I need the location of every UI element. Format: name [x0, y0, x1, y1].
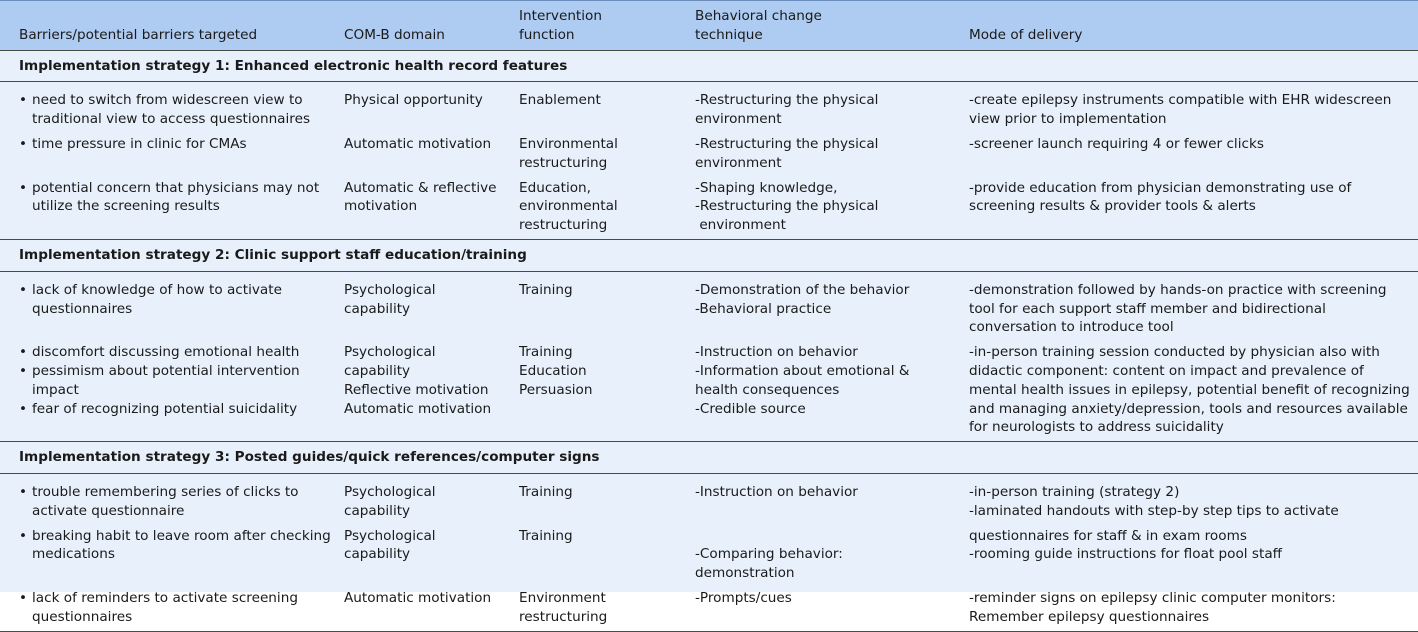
technique-cell	[694, 586, 968, 631]
comb-domain-cell	[343, 340, 518, 441]
barriers-cell	[0, 132, 343, 176]
delivery-line: questionnaires for staff & in exam rooms	[969, 527, 1247, 544]
delivery-line: and managing anxiety/depression, tools and resources available	[969, 400, 1408, 417]
barrier-item	[19, 527, 335, 565]
delivery-line: didactic component: content on impact and prevalence of	[969, 362, 1364, 379]
barrier-item	[19, 589, 335, 627]
strategy-title: Implementation strategy 3: Posted guides/quick references/computer signs	[0, 442, 1418, 474]
technique-line: health consequences	[695, 381, 840, 398]
technique-line: -Information about emotional &	[695, 362, 910, 379]
strategy-heading-row	[0, 50, 1418, 82]
delivery-cell	[968, 176, 1418, 240]
header-barriers: Barriers/potential barriers targeted	[0, 1, 343, 50]
barriers-cell	[0, 176, 343, 240]
technique-line: -Restructuring the physical	[695, 135, 879, 152]
barrier-item	[19, 400, 335, 419]
comb-line: Reflective motivation	[344, 381, 489, 398]
technique-line	[695, 527, 960, 546]
function-line: restructuring	[519, 154, 608, 171]
barrier-line: questionnaires	[32, 300, 133, 317]
header-line: Behavioral change	[695, 8, 822, 24]
delivery-line: -in-person training (strategy 2)	[969, 483, 1180, 500]
comb-line: Automatic motivation	[344, 589, 492, 606]
function-line: Persuasion	[519, 381, 593, 398]
barriers-cell	[0, 586, 343, 631]
header-intervention-function	[518, 1, 694, 50]
delivery-line: screening results & provider tools & alerts	[969, 198, 1256, 215]
barrier-line: activate questionnaire	[32, 502, 185, 519]
barrier-item	[19, 91, 335, 129]
strategy-heading-row	[0, 239, 1418, 271]
comb-domain-cell	[343, 271, 518, 340]
delivery-line: view prior to implementation	[969, 111, 1167, 128]
barrier-item	[19, 135, 335, 154]
delivery-line: for neurologists to address suicidality	[969, 419, 1224, 436]
technique-line: -Behavioral practice	[695, 300, 832, 317]
technique-line: -Restructuring the physical	[695, 198, 879, 215]
technique-line: -Credible source	[695, 400, 806, 417]
barrier-item	[19, 281, 335, 319]
comb-domain-cell	[343, 473, 518, 523]
function-line: Training	[519, 344, 573, 361]
delivery-line: Remember epilepsy questionnaires	[969, 608, 1210, 625]
function-line: Enablement	[519, 92, 601, 109]
technique-line: environment	[695, 111, 782, 128]
barrier-item	[19, 179, 335, 217]
barriers-cell	[0, 340, 343, 441]
barrier-line: • potential concern that physicians may not	[32, 179, 320, 196]
technique-line: environment	[695, 217, 786, 234]
comb-line: capability	[344, 546, 411, 563]
delivery-line: -laminated handouts with step-by step tips to activate	[969, 502, 1339, 519]
comb-line: Automatic & reflective	[344, 179, 497, 196]
comb-domain-cell	[343, 82, 518, 132]
barrier-line: utilize the screening results	[32, 198, 220, 215]
barriers-cell	[0, 473, 343, 523]
comb-domain-cell	[343, 524, 518, 586]
strategy-title: Implementation strategy 1: Enhanced electronic health record features	[0, 50, 1418, 82]
comb-line: capability	[344, 502, 411, 519]
barrier-line: • fear of recognizing potential suicidality	[32, 400, 298, 417]
table-row	[0, 176, 1418, 240]
barriers-cell	[0, 271, 343, 340]
header-line: technique	[695, 26, 763, 43]
technique-line: -Instruction on behavior	[695, 483, 858, 500]
header-line: Intervention	[519, 8, 602, 24]
comb-line: capability	[344, 362, 411, 379]
function-line: Education,	[519, 179, 591, 196]
table-row	[0, 473, 1418, 523]
delivery-line: -reminder signs on epilepsy clinic computer monitors:	[969, 589, 1336, 606]
comb-domain-cell	[343, 176, 518, 240]
table-row	[0, 82, 1418, 132]
delivery-cell	[968, 473, 1418, 523]
strategy-title: Implementation strategy 2: Clinic support staff education/training	[0, 239, 1418, 271]
barrier-line: • discomfort discussing emotional health	[32, 344, 300, 361]
delivery-cell	[968, 524, 1418, 586]
function-line: Environment	[519, 589, 606, 606]
technique-cell	[694, 473, 968, 523]
table-header-row	[0, 1, 1418, 50]
header-mode-of-delivery: Mode of delivery	[968, 1, 1418, 50]
comb-line: Psychological	[344, 483, 436, 500]
header-comb-domain: COM-B domain	[343, 1, 518, 50]
technique-cell	[694, 82, 968, 132]
implementation-strategies-table	[0, 1, 1418, 632]
barrier-line: • time pressure in clinic for CMAs	[32, 135, 247, 152]
barrier-item	[19, 362, 335, 400]
function-line: environmental	[519, 198, 618, 215]
technique-cell	[694, 176, 968, 240]
intervention-function-cell	[518, 524, 694, 586]
delivery-line: -create epilepsy instruments compatible with EHR widescreen	[969, 92, 1392, 109]
delivery-cell	[968, 340, 1418, 441]
barrier-line: questionnaires	[32, 608, 133, 625]
function-line: restructuring	[519, 217, 608, 234]
barriers-cell	[0, 82, 343, 132]
table-row	[0, 340, 1418, 441]
delivery-line: -screener launch requiring 4 or fewer clicks	[969, 135, 1264, 152]
function-line: Education	[519, 362, 587, 379]
barrier-line: • lack of knowledge of how to activate	[32, 281, 282, 298]
technique-line: -Comparing behavior:	[695, 546, 843, 563]
technique-line: -Instruction on behavior	[695, 344, 858, 361]
delivery-line: tool for each support staff member and bidirectional	[969, 300, 1326, 317]
barriers-cell	[0, 524, 343, 586]
barrier-item	[19, 343, 335, 362]
header-line: function	[519, 26, 575, 43]
comb-line: Psychological	[344, 344, 436, 361]
table-row	[0, 271, 1418, 340]
comb-line: capability	[344, 300, 411, 317]
comb-domain-cell	[343, 132, 518, 176]
header-behavior-change-technique	[694, 1, 968, 50]
technique-line: -Demonstration of the behavior	[695, 281, 910, 298]
delivery-line: -demonstration followed by hands-on practice with screening	[969, 281, 1387, 298]
table-row	[0, 524, 1418, 586]
function-line: Training	[519, 527, 573, 544]
barrier-line: impact	[32, 381, 79, 398]
barrier-line: • trouble remembering series of clicks to	[32, 483, 299, 500]
comb-line: Psychological	[344, 281, 436, 298]
intervention-function-cell	[518, 473, 694, 523]
barrier-line: • breaking habit to leave room after checking	[32, 527, 331, 544]
barrier-line: • need to switch from widescreen view to	[32, 92, 303, 109]
delivery-line: -in-person training session conducted by physician also with	[969, 344, 1380, 361]
comb-line: motivation	[344, 198, 418, 215]
delivery-cell	[968, 271, 1418, 340]
table-row	[0, 132, 1418, 176]
technique-line: -Shaping knowledge,	[695, 179, 838, 196]
delivery-cell	[968, 82, 1418, 132]
delivery-line: -provide education from physician demonstrating use of	[969, 179, 1352, 196]
technique-cell	[694, 340, 968, 441]
technique-line: -Restructuring the physical	[695, 92, 879, 109]
delivery-line: -rooming guide instructions for float pool staff	[969, 546, 1283, 563]
intervention-function-cell	[518, 132, 694, 176]
technique-line: -Prompts/cues	[695, 589, 792, 606]
intervention-function-cell	[518, 82, 694, 132]
technique-cell	[694, 524, 968, 586]
function-line: Training	[519, 483, 573, 500]
intervention-function-cell	[518, 176, 694, 240]
technique-line: demonstration	[695, 565, 795, 582]
delivery-line: conversation to introduce tool	[969, 319, 1174, 336]
barrier-item	[19, 483, 335, 521]
technique-line: environment	[695, 154, 782, 171]
intervention-function-cell	[518, 271, 694, 340]
barrier-line: • lack of reminders to activate screening	[32, 589, 298, 606]
intervention-function-cell	[518, 586, 694, 631]
comb-line: Psychological	[344, 527, 436, 544]
function-line: Environmental	[519, 135, 618, 152]
function-line: Training	[519, 281, 573, 298]
delivery-cell	[968, 586, 1418, 631]
barrier-line: medications	[32, 546, 115, 563]
function-line: restructuring	[519, 608, 608, 625]
table-body	[0, 50, 1418, 631]
intervention-function-cell	[518, 340, 694, 441]
barrier-line: traditional view to access questionnaires	[32, 111, 311, 128]
barrier-line: • pessimism about potential intervention	[32, 362, 300, 379]
comb-line: Automatic motivation	[344, 400, 492, 417]
technique-cell	[694, 271, 968, 340]
comb-line: Physical opportunity	[344, 92, 483, 109]
strategy-heading-row	[0, 442, 1418, 474]
delivery-line: mental health issues in epilepsy, potential benefit of recognizing	[969, 381, 1410, 398]
technique-cell	[694, 132, 968, 176]
delivery-cell	[968, 132, 1418, 176]
comb-domain-cell	[343, 586, 518, 631]
comb-line: Automatic motivation	[344, 135, 492, 152]
table-row	[0, 586, 1418, 631]
